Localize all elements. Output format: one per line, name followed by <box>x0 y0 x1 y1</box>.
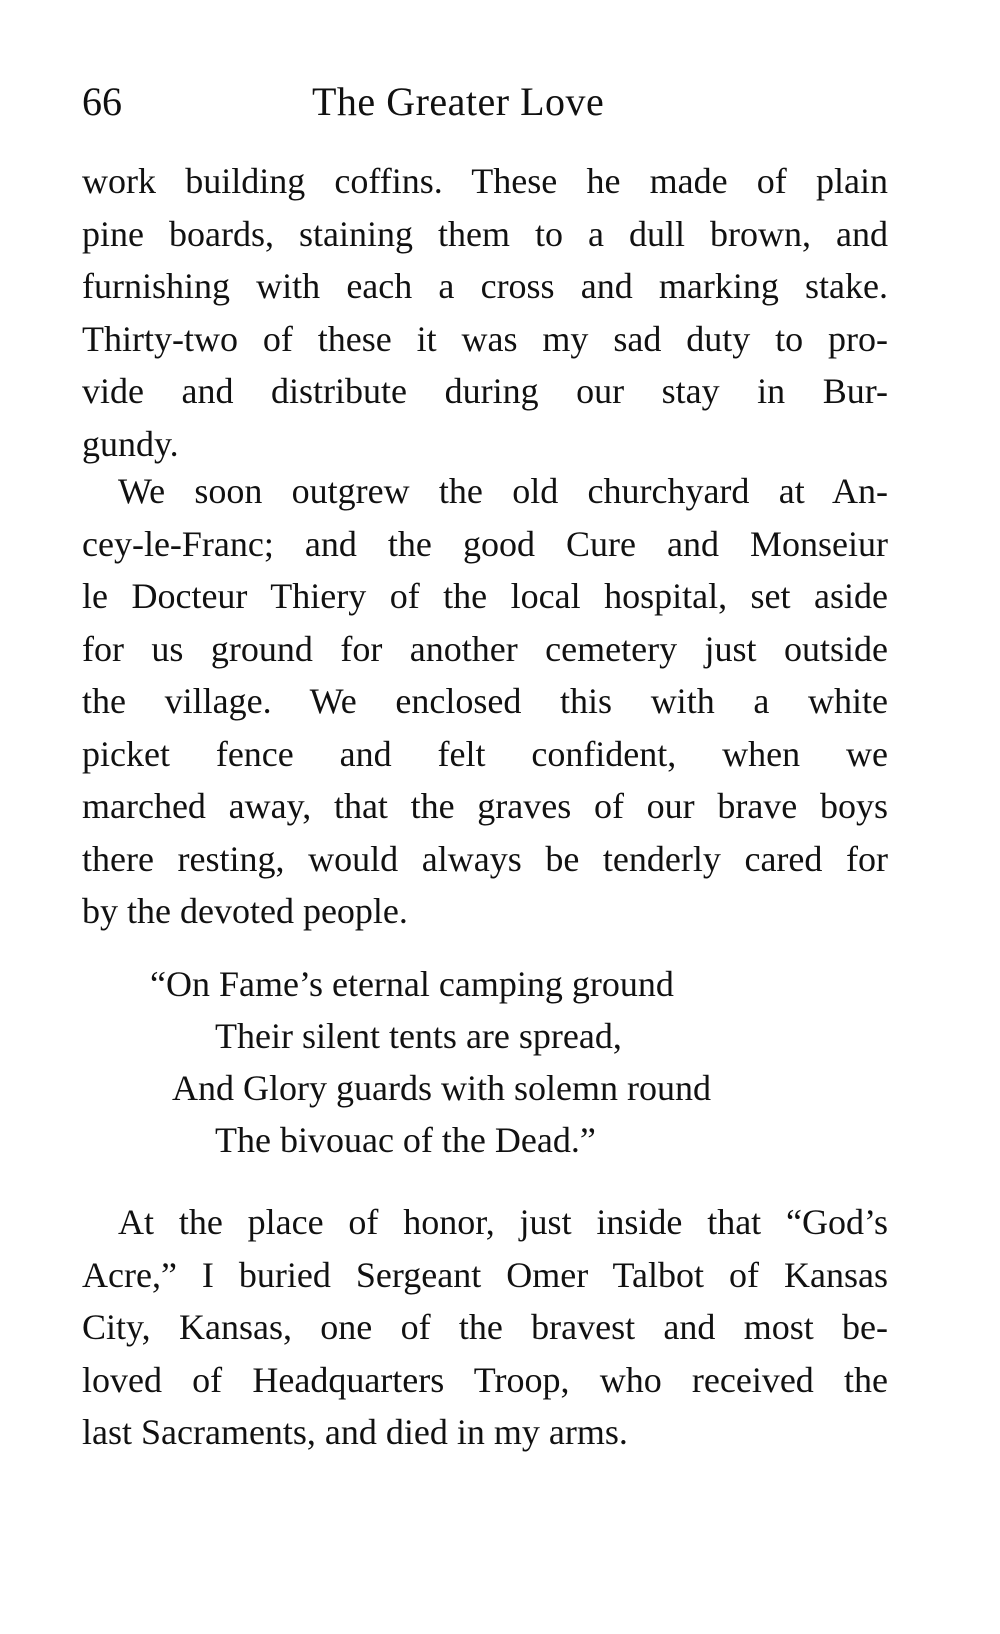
text-line: Acre,” I buried Sergeant Omer Talbot of Kansas <box>82 1254 888 1295</box>
text-line: gundy. <box>82 423 179 464</box>
text-line: there resting, would always be tenderly cared for <box>82 838 888 879</box>
text-line: marched away, that the graves of our brave boys <box>82 786 888 826</box>
text-line: last Sacraments, and died in my arms. <box>82 1412 628 1452</box>
text-line: by the devoted people. <box>82 891 408 931</box>
paragraph-1 <box>82 155 888 470</box>
text-line: picket fence and felt confident, when we <box>82 733 888 774</box>
page-number: 66 <box>82 79 122 124</box>
verse-line: The bivouac of the Dead.” <box>215 1120 596 1160</box>
paragraph-3 <box>82 1196 888 1459</box>
text-line: cey-le-Franc; and the good Cure and Monseiur <box>82 523 888 564</box>
verse-line: Their silent tents are spread, <box>215 1016 622 1056</box>
text-line: loved of Headquarters Troop, who received the <box>82 1359 888 1400</box>
text-line: vide and distribute during our stay in Bur- <box>82 371 888 411</box>
text-line: furnishing with each a cross and marking stake. <box>82 266 888 306</box>
text-line: the village. We enclosed this with a white <box>82 681 888 721</box>
verse-line: And Glory guards with solemn round <box>172 1068 711 1108</box>
text-line: At the place of honor, just inside that “God’s <box>118 1202 888 1242</box>
verse-line: “On Fame’s eternal camping ground <box>150 964 674 1004</box>
paragraph-2 <box>82 465 888 938</box>
text-line: le Docteur Thiery of the local hospital, set aside <box>82 576 888 616</box>
text-line: for us ground for another cemetery just outside <box>82 628 888 669</box>
text-line: We soon outgrew the old churchyard at An- <box>118 471 888 511</box>
text-line: pine boards, staining them to a dull brown, and <box>82 213 888 254</box>
text-line: City, Kansas, one of the bravest and most be- <box>82 1307 888 1347</box>
running-title: The Greater Love <box>312 79 605 124</box>
text-line: Thirty-two of these it was my sad duty to pro- <box>82 318 888 359</box>
running-head <box>82 72 892 132</box>
text-line: work building coffins. These he made of plain <box>82 161 888 201</box>
